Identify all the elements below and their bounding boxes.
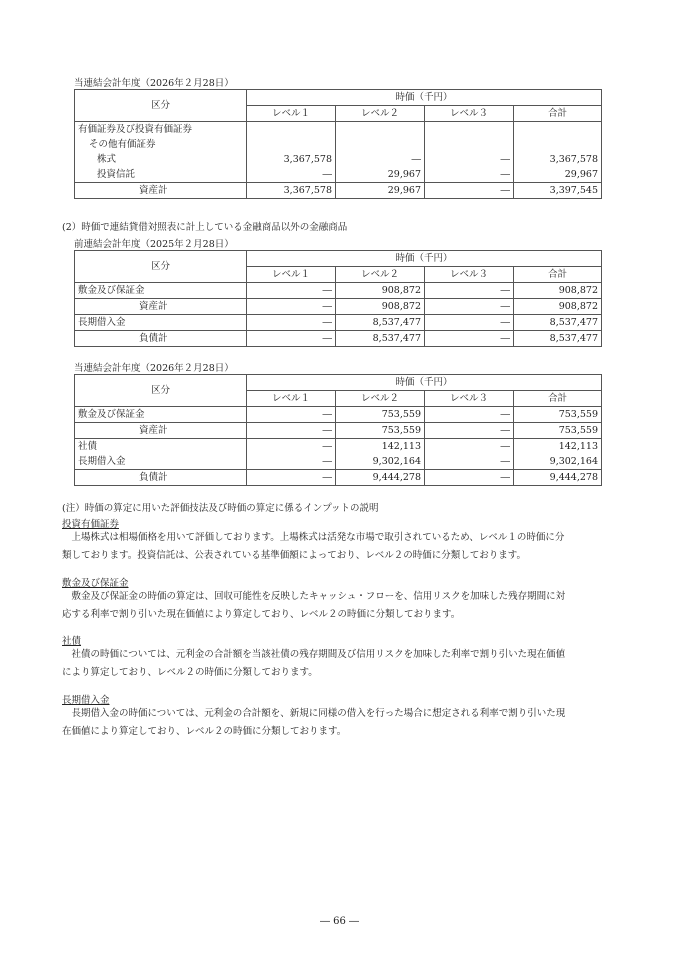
table-row: 敷金及び保証金 ― 753,559 ― 753,559 [75,407,602,423]
note-body-loans: 長期借入金の時価については、元利金の合計額を、新規に同様の借入を行った場合に想定される利率で割り引いた現 在価値により算定しており、レベル２の時価に分類しております。 [62,708,566,737]
note-title-loans: 長期借入金 [62,695,110,706]
table-row: 負債計 ― 8,537,477 ― 8,537,477 [75,331,602,347]
header-level2: レベル２ [336,391,425,407]
header-level1: レベル１ [247,267,336,283]
table-row: 負債計 ― 9,444,278 ― 9,444,278 [75,470,602,486]
table-row: 資産計 ― 908,872 ― 908,872 [75,299,602,315]
table-row: 資産計 3,367,578 29,967 ― 3,397,545 [75,183,602,199]
header-level2: レベル２ [336,106,425,122]
note-title-bonds: 社債 [62,636,82,647]
header-total: 合計 [514,391,602,407]
header-level3: レベル３ [425,106,514,122]
note-title-deposits: 敷金及び保証金 [62,578,129,589]
header-total: 合計 [514,267,602,283]
table-row: 株式 3,367,578 ― ― 3,367,578 [75,152,602,167]
table3-caption: 当連結会計年度（2026年２月28日） [74,363,234,374]
note-body-bonds: 社債の時価については、元利金の合計額を当該社債の残存期間及び信用リスクを加味した利率で割り引いた現在価値 により算定しており、レベル２の時価に分類しております。 [62,649,566,678]
header-category: 区分 [75,90,247,122]
note-title-securities: 投資有価証券 [62,519,120,530]
table-row: 有価証券及び投資有価証券 [75,122,602,138]
header-category: 区分 [75,375,247,407]
header-category: 区分 [75,251,247,283]
table-row: 投資信託 ― 29,967 ― 29,967 [75,167,602,183]
header-fair-value: 時価（千円） [247,251,602,267]
table-row: 資産計 ― 753,559 ― 753,559 [75,423,602,439]
header-fair-value: 時価（千円） [247,375,602,391]
header-level2: レベル２ [336,267,425,283]
header-level1: レベル１ [247,106,336,122]
prior-year-other-instruments-table [74,250,602,347]
header-level3: レベル３ [425,391,514,407]
header-total: 合計 [514,106,602,122]
section2-heading: (2）時価で連結貸借対照表に計上している金融商品以外の金融商品 [62,222,348,233]
header-level3: レベル３ [425,267,514,283]
table-row: 長期借入金 ― 9,302,164 ― 9,302,164 [75,454,602,470]
table-row: その他有価証券 [75,137,602,152]
table2-caption: 前連結会計年度（2025年２月28日） [74,239,234,250]
header-level1: レベル１ [247,391,336,407]
table-row: 敷金及び保証金 ― 908,872 ― 908,872 [75,283,602,299]
note-body-deposits: 敷金及び保証金の時価の算定は、回収可能性を反映したキャッシュ・フローを、信用リスクを加味した残存期間に対 応する利率で割り引いた現在価値により算定しており、レベル２の時価に分類しております。 [62,591,566,620]
notes-heading: (注）時価の算定に用いた評価技法及び時価の算定に係るインプットの説明 [62,503,379,514]
note-body-securities: 上場株式は相場価格を用いて評価しております。上場株式は活発な市場で取引されているため、レベル１の時価に分 類しております。投資信託は、公表されている基準価額によっており、レベル２の時価に分類しております。 [62,532,565,561]
current-year-other-instruments-table [74,374,602,486]
page-number: ― 66 ― [319,916,360,927]
header-fair-value: 時価（千円） [247,90,602,106]
table-row: 長期借入金 ― 8,537,477 ― 8,537,477 [75,315,602,331]
table1-caption: 当連結会計年度（2026年２月28日） [74,78,234,89]
table-row: 社債 ― 142,113 ― 142,113 [75,439,602,455]
securities-fair-value-table [74,89,602,199]
